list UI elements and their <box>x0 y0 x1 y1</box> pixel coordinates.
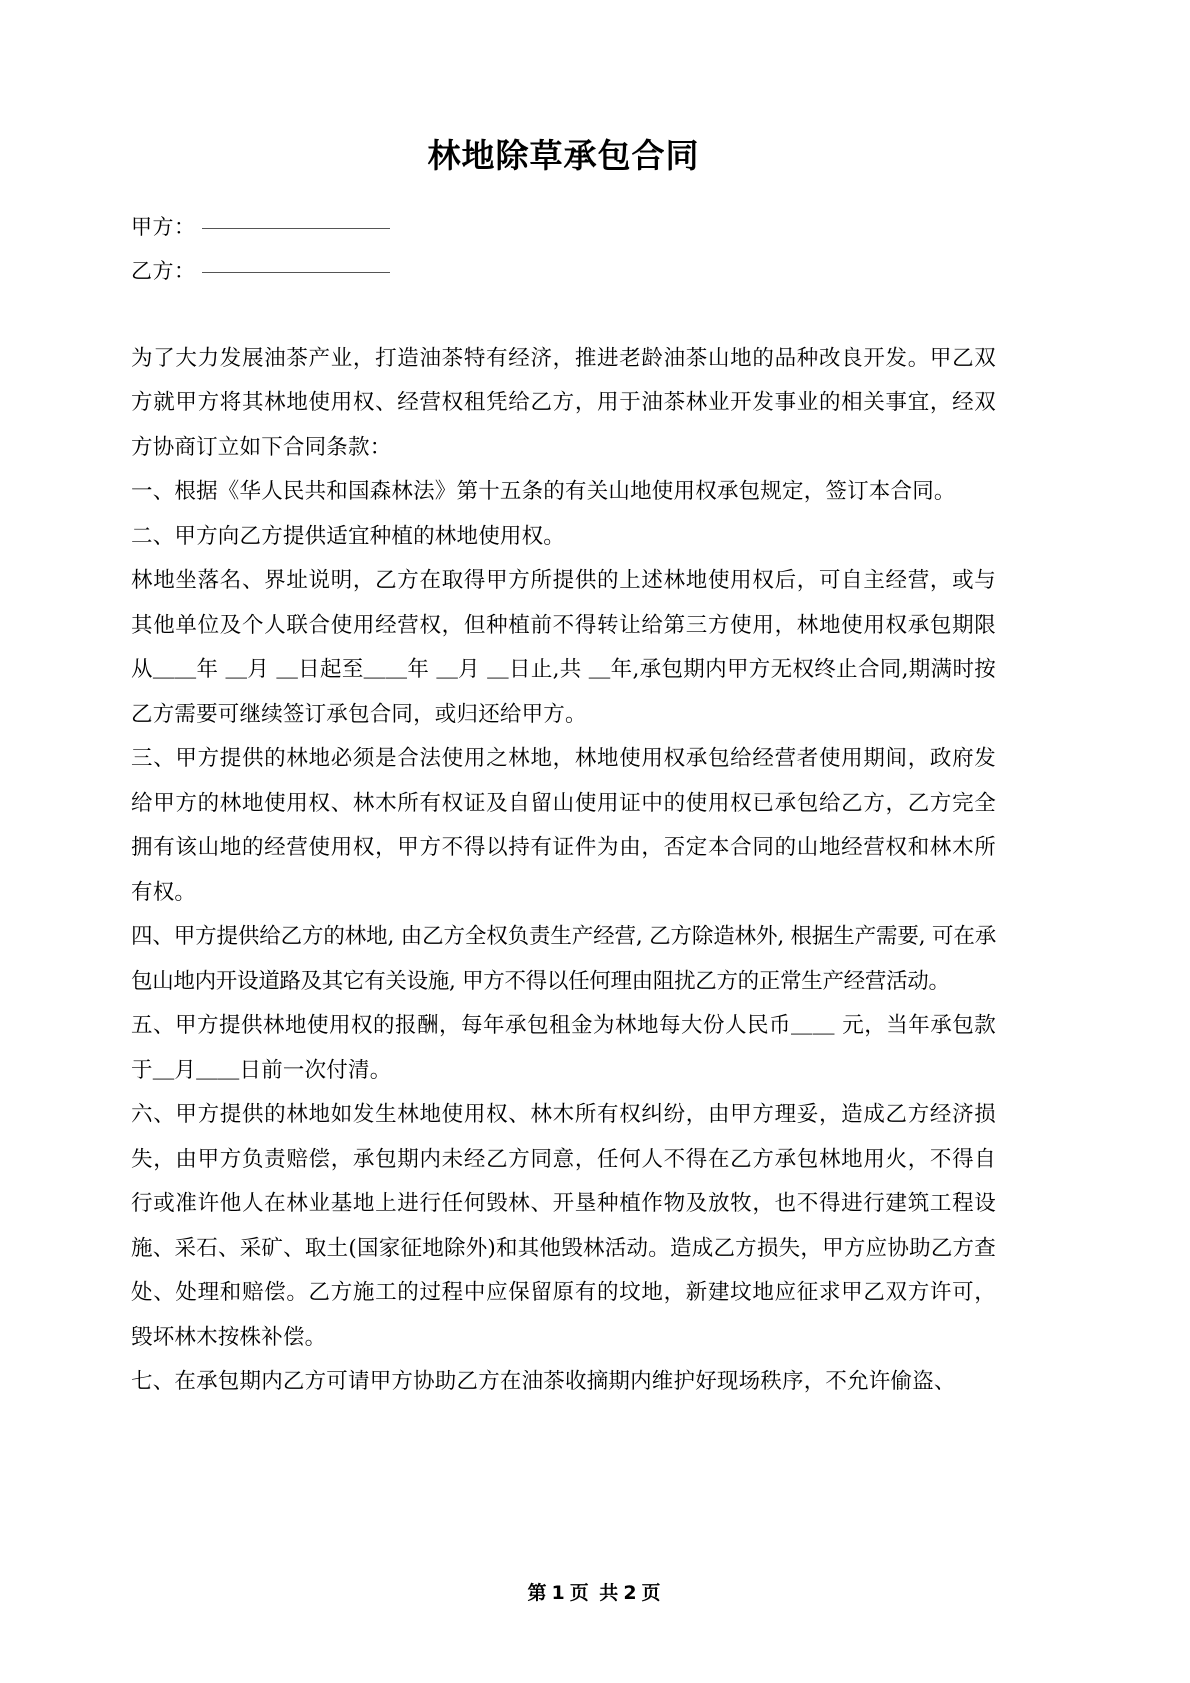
paragraph-clause-7: 七、在承包期内乙方可请甲方协助乙方在油茶收摘期内维护好现场秩序，不允许偷盗、 <box>131 1369 956 1395</box>
party-row-first <box>131 205 996 249</box>
party-blank-first[interactable] <box>202 227 390 229</box>
footer-current-page: 1 <box>551 1582 567 1604</box>
party-row-second <box>131 249 996 293</box>
paragraph-land-details: 林地坐落名、界址说明，乙方在取得甲方所提供的上述林地使用权后，可自主经营，或与其他单位及个人联合使用经营权，但种植前不得转让给第三方使用，林地使用权承包期限从＿＿年 ＿月 ＿日起至＿＿年 ＿月 ＿日止,共 ＿年,承包期内甲方无权终止合同,期满时按乙方需要可继续签订承包合同，或归还给甲方。 <box>131 568 996 727</box>
document-content <box>131 0 996 1405</box>
paragraph-clause-5: 五、甲方提供林地使用权的报酬，每年承包租金为林地每大份人民币＿＿ 元，当年承包款于＿月＿＿日前一次付清。 <box>131 1013 996 1083</box>
paragraph-clause-4: 四、甲方提供给乙方的林地, 由乙方全权负责生产经营, 乙方除造林外, 根据生产需要, 可在承包山地内开设道路及其它有关设施, 甲方不得以任何理由阻扰乙方的正常生产经营活动。 <box>131 924 996 994</box>
footer-middle: 页 共 <box>569 1582 621 1604</box>
paragraph-clause-3: 三、甲方提供的林地必须是合法使用之林地，林地使用权承包给经营者使用期间，政府发给甲方的林地使用权、林木所有权证及自留山使用证中的使用权已承包给乙方，乙方完全拥有该山地的经营使用权，甲方不得以持有证件为由，否定本合同的山地经营权和林木所有权。 <box>131 746 996 905</box>
party-label-second: 乙方： <box>131 258 196 283</box>
party-label-first: 甲方： <box>131 214 196 239</box>
contract-body <box>131 337 996 1405</box>
paragraph-clause-6: 六、甲方提供的林地如发生林地使用权、林木所有权纠纷，由甲方理妥，造成乙方经济损失，由甲方负责赔偿，承包期内未经乙方同意，任何人不得在乙方承包林地用火，不得自行或准许他人在林业基地上进行任何毁林、开垦种植作物及放牧，也不得进行建筑工程设施、采石、采矿、取土(国家征地除外)和其他毁林活动。造成乙方损失，甲方应协助乙方查处、处理和赔偿。乙方施工的过程中应保留原有的坟地，新建坟地应征求甲乙双方许可，毁坏林木按株补偿。 <box>131 1102 996 1350</box>
footer-total-pages: 2 <box>623 1582 639 1604</box>
paragraph-preamble: 为了大力发展油茶产业，打造油茶特有经济，推进老龄油茶山地的品种改良开发。甲乙双方就甲方将其林地使用权、经营权租凭给乙方，用于油茶林业开发事业的相关事宜，经双方协商订立如下合同条款： <box>131 345 996 460</box>
page-footer <box>0 1578 1190 1605</box>
party-blank-second[interactable] <box>202 271 390 273</box>
paragraph-clause-1: 一、根据《华人民共和国森林法》第十五条的有关山地使用权承包规定，签订本合同。 <box>131 479 956 505</box>
footer-prefix: 第 <box>527 1582 549 1604</box>
party-fields <box>131 205 996 293</box>
footer-suffix: 页 <box>641 1582 663 1604</box>
paragraph-clause-2: 二、甲方向乙方提供适宜种植的林地使用权。 <box>131 523 566 549</box>
page-title: 林地除草承包合同 <box>427 136 700 175</box>
